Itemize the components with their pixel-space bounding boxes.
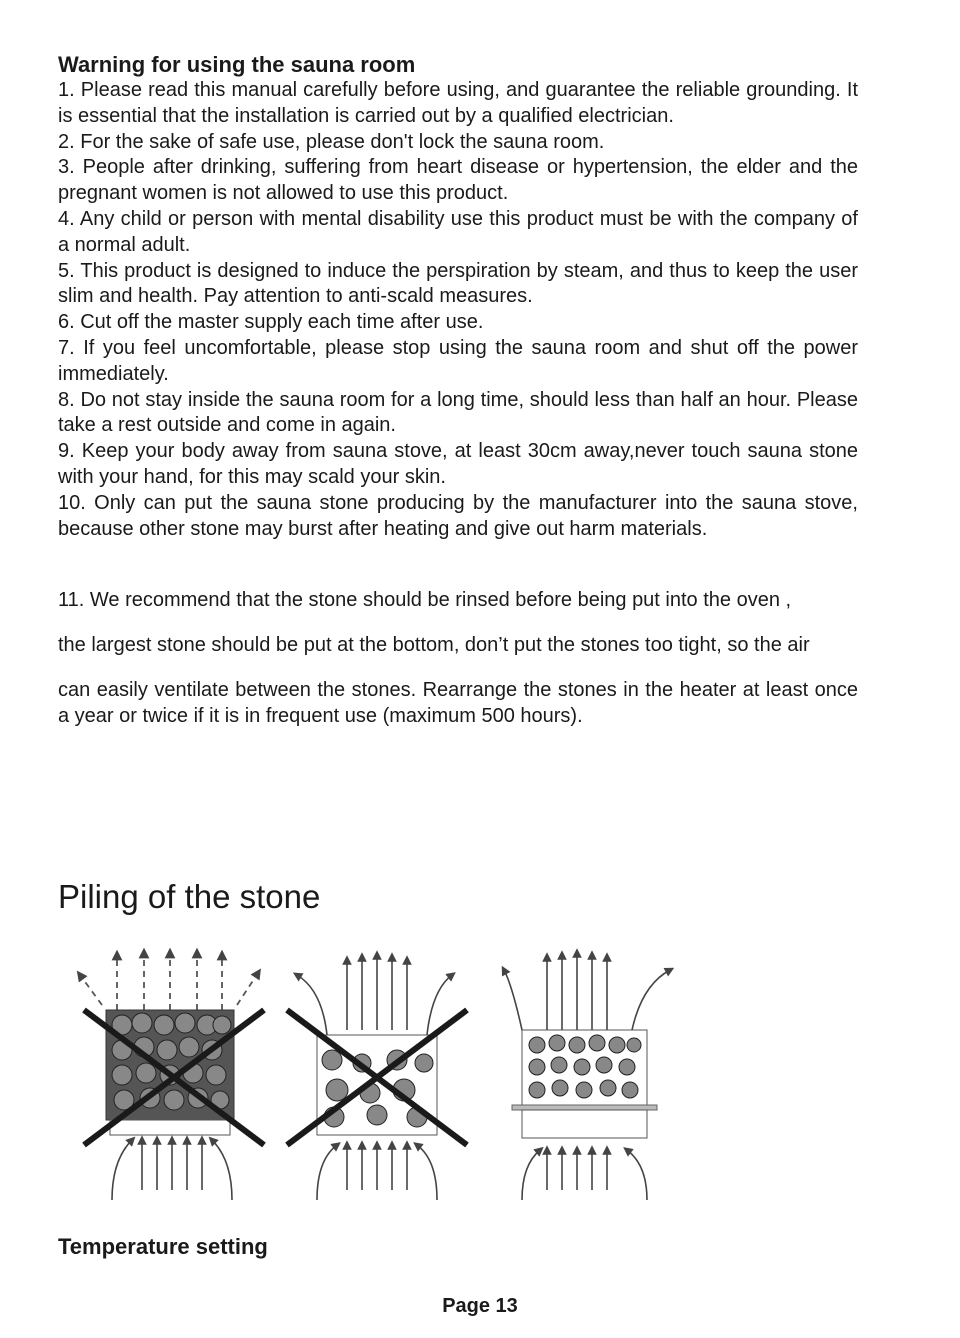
piling-title: Piling of the stone bbox=[58, 878, 321, 915]
warning-item-11-part-1: 11. We recommend that the stone should be rinsed before being put into the oven , bbox=[58, 589, 792, 612]
warning-item-8: 8. Do not stay inside the sauna room for a long time, should less than half an hour. Please take a rest outside and come in again. bbox=[58, 388, 858, 437]
warning-item-1: 1. Please read this manual carefully before using, and guarantee the reliable grounding. It is essential that the installation is carried out by a qualified electrician. bbox=[58, 79, 858, 127]
stone-piling-illustration bbox=[72, 945, 682, 1205]
warning-item-3: 3. People after drinking, suffering from heart disease or hypertension, the elder and the pregnant women is not allowed to use this product. bbox=[58, 156, 858, 205]
spacer bbox=[58, 542, 858, 588]
stove-too-loose-crossed bbox=[287, 955, 467, 1200]
spacer bbox=[58, 614, 858, 633]
warning-section bbox=[58, 52, 858, 730]
stove-too-tight-crossed bbox=[80, 953, 264, 1200]
warning-item-5: 5. This product is designed to induce the perspiration by steam, and thus to keep the user slim and health. Pay attention to anti-scald measures. bbox=[58, 259, 858, 308]
warning-item-4: 4. Any child or person with mental disability use this product must be with the company of a normal adult. bbox=[58, 207, 858, 256]
warning-item-10: 10. Only can put the sauna stone producing by the manufacturer into the sauna stove, because other stone may burst after heating and give out harm materials. bbox=[58, 491, 858, 540]
warning-item-11-part-3: can easily ventilate between the stones. Rearrange the stones in the heater at least once a year or twice if it is in frequent use (maximum 500 hours). bbox=[58, 678, 858, 727]
warning-item-2: 2. For the sake of safe use, please don't lock the sauna room. bbox=[58, 130, 605, 153]
warning-item-9: 9. Keep your body away from sauna stove, at least 30cm away,never touch sauna stone with your hand, for this may scald your skin. bbox=[58, 440, 858, 488]
stove-correct-piling bbox=[504, 953, 670, 1200]
warning-item-6: 6. Cut off the master supply each time after use. bbox=[58, 311, 484, 334]
warning-item-11-part-2: the largest stone should be put at the bottom, don’t put the stones too tight, so the air bbox=[58, 634, 810, 657]
spacer bbox=[58, 659, 858, 678]
page-number: Page 13 bbox=[442, 1295, 518, 1317]
warning-item-7: 7. If you feel uncomfortable, please stop using the sauna room and shut off the power immediately. bbox=[58, 336, 858, 385]
temperature-setting-title: Temperature setting bbox=[58, 1234, 268, 1259]
warning-title: Warning for using the sauna room bbox=[58, 52, 416, 77]
